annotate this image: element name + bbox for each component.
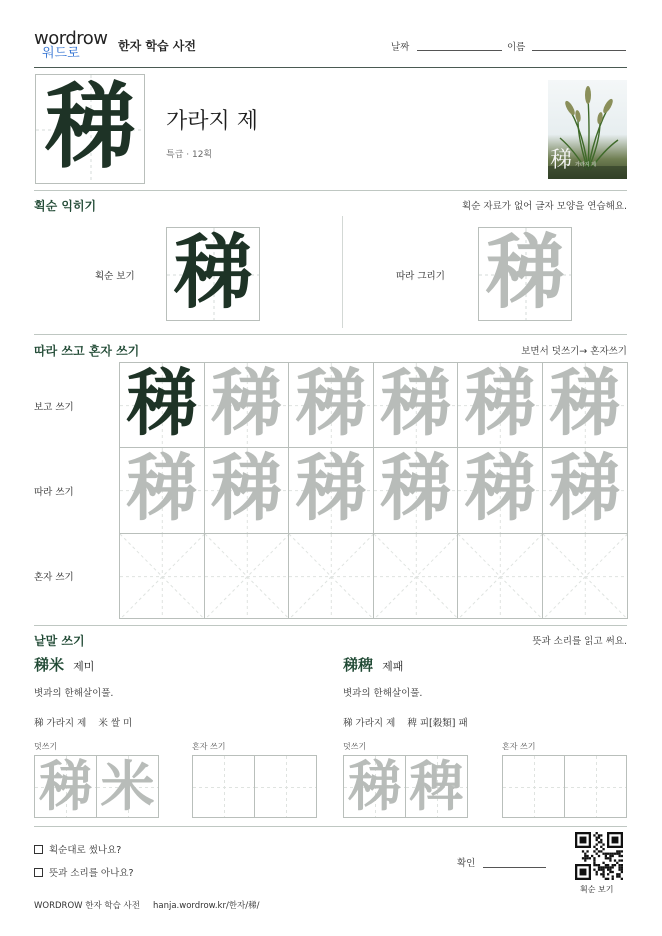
word-trace-character: 米 [100,755,155,818]
word-2 [343,652,633,822]
date-label: 날짜 [391,42,410,53]
divider-4 [34,826,627,827]
stroke-view-character: 稊 [173,227,253,320]
checkbox[interactable] [34,845,43,854]
practice-cell[interactable] [373,447,459,533]
word-2-alone-label: 혼자 쓰기 [502,742,536,751]
level-strokes: 특급 · 12획 [166,150,213,160]
word-2-heading [343,655,403,674]
qr-code-graphic [575,832,623,880]
practice-character: 稊 [379,447,452,531]
practice-character: 稊 [210,447,283,531]
practice-cell[interactable] [288,362,374,448]
thumbnail-sound: 제 [591,162,596,168]
stroke-section-title: 획순 익히기 [34,199,97,213]
word-2-hanja: 稊稗 [343,656,374,674]
word-1-breakdown: 稊 가라지 제 米 쌀 미 [34,718,133,729]
word-2-breakdown: 稊 가라지 제 稗 피[穀類] 패 [343,718,468,729]
grid-guide [565,756,627,818]
name-label: 이름 [507,42,526,53]
word-trace-character: 稊 [38,755,93,818]
stroke-section-note: 획순 자료가 없어 글자 모양을 연습해요. [462,201,627,212]
trace-box[interactable] [478,227,572,321]
grid-guide [543,534,628,619]
practice-character: 稊 [548,362,621,446]
word-1-heading [34,655,94,674]
grid-guide [289,534,374,619]
word-trace-cell[interactable] [343,755,406,818]
word-2-reading: 제패 [382,660,404,673]
practice-character: 稊 [294,362,367,446]
practice-character: 稊 [125,362,198,446]
practice-cell[interactable] [373,362,459,448]
word-alone-cell[interactable] [192,755,255,818]
practice-cell[interactable] [457,447,543,533]
page-title: 한자 학습 사전 [118,39,196,53]
word-trace-cell[interactable] [96,755,159,818]
word-trace-character: 稊 [347,755,402,818]
date-field[interactable] [417,50,502,51]
word-1-reading: 제미 [73,660,95,673]
confirm-label: 확인 [457,858,476,869]
thumbnail-meaning: 가라지 [575,162,590,168]
practice-character: 稊 [125,447,198,531]
practice-cell[interactable] [204,362,290,448]
grid-guide [503,756,565,818]
grid-guide [255,756,317,818]
word-alone-cell[interactable] [564,755,627,818]
trace-label: 따라 그리기 [396,271,445,282]
thumbnail-caption [575,162,596,168]
practice-cell[interactable] [204,447,290,533]
practice-cell[interactable] [288,533,374,619]
logo [34,30,110,64]
practice-cell[interactable] [542,533,628,619]
footer-url[interactable]: hanja.wordrow.kr/한자/稊/ [153,901,260,911]
illustration-thumbnail [548,80,627,179]
practice-section-title: 따라 쓰고 혼자 쓰기 [34,344,140,358]
practice-cell[interactable] [542,362,628,448]
qr-label: 획순 보기 [580,885,614,894]
word-trace-cell[interactable] [405,755,468,818]
word-trace-cell[interactable] [34,755,97,818]
practice-cell[interactable] [457,533,543,619]
word-1-alone-label: 혼자 쓰기 [192,742,226,751]
thumbnail-character: 稊 [550,148,573,173]
word-1-hanja: 稊米 [34,656,65,674]
practice-character: 稊 [464,447,537,531]
qr-code-icon[interactable] [575,832,623,880]
word-alone-cell[interactable] [502,755,565,818]
logo-wordmark: wordrow [34,28,108,49]
practice-character: 稊 [464,362,537,446]
stroke-view-label: 획순 보기 [95,271,135,282]
row-label-trace: 따라 쓰기 [34,487,74,498]
confirm-signature-line[interactable] [483,867,546,868]
grid-guide [193,756,255,818]
checklist-label: 획순대로 썼나요? [49,845,122,856]
name-field[interactable] [532,50,626,51]
practice-cell[interactable] [119,362,205,448]
grid-guide [120,534,205,619]
word-trace-character: 稗 [409,755,464,818]
trace-character: 稊 [485,227,565,320]
words-section-note: 뜻과 소리를 읽고 써요. [532,636,627,647]
stroke-section-separator [342,216,343,328]
divider-3 [34,625,627,626]
practice-cell[interactable] [119,533,205,619]
practice-cell[interactable] [288,447,374,533]
practice-cell[interactable] [373,533,459,619]
grid-guide [458,534,543,619]
checklist-item-1[interactable] [34,842,121,856]
stroke-view-box [166,227,260,321]
grid-guide [205,534,290,619]
divider-2 [34,334,627,335]
practice-section-note: 보면서 덧쓰기→ 혼자쓰기 [521,346,627,357]
word-alone-cell[interactable] [254,755,317,818]
practice-cell[interactable] [204,533,290,619]
footer-brand: WORDROW 한자 학습 사전 [34,901,140,911]
header-divider [34,67,627,68]
row-label-alone: 혼자 쓰기 [34,572,74,583]
checkbox[interactable] [34,868,43,877]
practice-cell[interactable] [542,447,628,533]
word-2-trace-label: 덧쓰기 [343,742,367,751]
checklist-label: 뜻과 소리를 아나요? [49,868,134,879]
grid-guide [374,534,459,619]
main-character-box [35,74,145,184]
checklist-item-2[interactable] [34,865,134,879]
row-label-look: 보고 쓰기 [34,402,74,413]
word-1-definition: 볏과의 한해살이풀. [34,688,114,699]
word-1-trace-label: 덧쓰기 [34,742,58,751]
practice-grid [119,362,627,618]
practice-cell[interactable] [119,447,205,533]
logo-korean: 워드로 [42,46,80,61]
practice-cell[interactable] [457,362,543,448]
meaning-sound: 가라지 제 [166,109,259,134]
practice-character: 稊 [379,362,452,446]
main-character: 稊 [43,74,136,182]
words-section-title: 낱말 쓰기 [34,634,85,648]
practice-character: 稊 [548,447,621,531]
word-1 [34,652,334,822]
divider-1 [34,190,627,191]
word-2-definition: 볏과의 한해살이풀. [343,688,423,699]
practice-character: 稊 [294,447,367,531]
practice-character: 稊 [210,362,283,446]
